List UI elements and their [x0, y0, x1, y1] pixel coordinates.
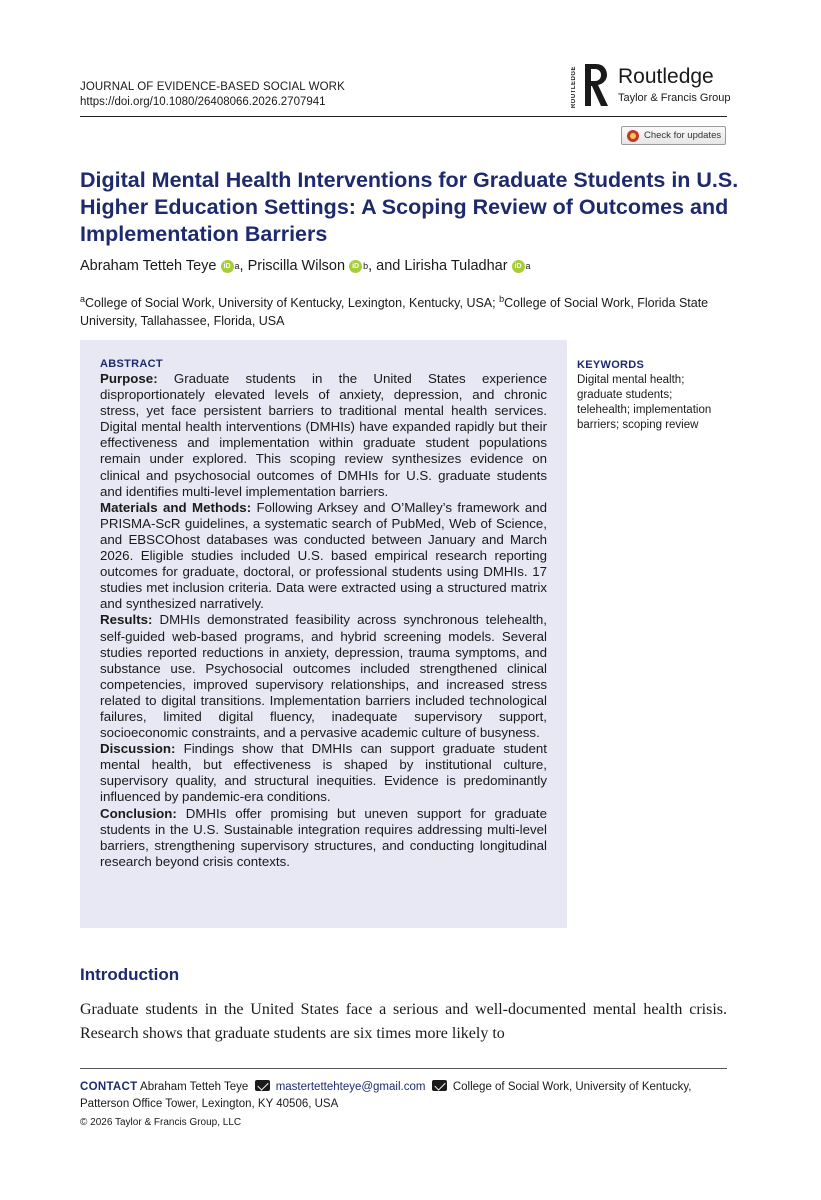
- routledge-logo-icon: [582, 62, 610, 108]
- check-for-updates-label: Check for updates: [644, 130, 722, 141]
- author-name[interactable]: Priscilla Wilson: [247, 258, 346, 274]
- abstract-box: [80, 340, 567, 928]
- abstract-purpose-label: Purpose:: [100, 371, 158, 386]
- orcid-icon[interactable]: iD: [512, 260, 525, 273]
- address-icon: [432, 1080, 447, 1091]
- author-list: [80, 258, 740, 274]
- abstract-purpose: Graduate students in the United States experience disproportionately elevated levels of anxiety, depression, and chronic stress, yet face persistent barriers to traditional mental health services. Digital mental health interventions (DMHIs) have expanded rapidly but their effectiveness and implementation within graduate student populations remain under explored. This scoping review synthesizes evidence on clinical and psychosocial outcomes of DMHIs for U.S. graduate students and identifies multi-level implementation barriers.: [100, 371, 547, 499]
- abstract-conclusion-label: Conclusion:: [100, 805, 177, 821]
- contact-email-link[interactable]: mastertettehteye@gmail.com: [275, 1081, 426, 1093]
- affiliations: [80, 290, 735, 330]
- orcid-icon[interactable]: iD: [349, 260, 362, 273]
- footer-divider: [80, 1068, 727, 1069]
- introduction-text: Graduate students in the United States face a serious and well-documented mental health crisis. Research shows that graduate students are six times more likely to: [80, 1001, 727, 1042]
- author-name[interactable]: Lirisha Tuladhar: [404, 258, 508, 274]
- affiliation-mark-b: b: [499, 294, 505, 304]
- journal-name: JOURNAL OF EVIDENCE-BASED SOCIAL WORK: [80, 81, 345, 93]
- abstract-methods: Following Arksey and O’Malley’s framework and PRISMA-ScR guidelines, a systematic search of PubMed, Web of Science, and EBSCOhost databases was conducted between January and March 2026. Eligible studies included U.S. based empirical research reporting outcomes for graduate, doctoral, or professional students using DMHIs. 17 studies met inclusion criteria. Data were extracted using a structured matrix and synthesized narratively.: [100, 499, 548, 612]
- abstract-heading: ABSTRACT: [100, 358, 163, 370]
- copyright: © 2026 Taylor & Francis Group, LLC: [80, 1117, 242, 1128]
- affiliation-mark-a: a: [80, 294, 86, 304]
- author-separator: , and: [368, 258, 405, 274]
- header-divider: [80, 116, 727, 117]
- abstract-results: DMHIs demonstrated feasibility across synchronous telehealth, self-guided web-based programs, and hybrid screening models. Several studies reported reductions in anxiety, depression, trauma symptoms, and substance use. Psychosocial outcomes included strengthened clinical competencies, improved supervisory relationships, and increased stress related to digital transitions. Implementation barriers included technological failures, limited digital fluency, inadequate supervisory support, socioeconomic constraints, and a pervasive academic culture of busyness.: [100, 612, 547, 741]
- author-affiliation-mark: a: [525, 261, 531, 271]
- doi-link[interactable]: https://doi.org/10.1080/26408066.2026.2707941: [80, 96, 326, 108]
- author-affiliation-mark: a: [234, 261, 240, 271]
- abstract-results-label: Results:: [100, 612, 153, 628]
- abstract-discussion: Findings show that DMHIs can support graduate student mental health, but effectiveness is shaped by institutional culture, supervisory quality, and structural inequities. Evidence is predominantly influenced by pandemic-era conditions.: [100, 741, 547, 805]
- author-affiliation-mark: b: [363, 261, 369, 271]
- publisher-vertical-label: ROUTLEDGE: [571, 66, 577, 109]
- email-icon: [255, 1080, 270, 1091]
- publisher-group: Taylor & Francis Group: [618, 92, 731, 104]
- contact-name: Abraham Tetteh Teye: [140, 1081, 249, 1093]
- orcid-icon[interactable]: iD: [221, 260, 234, 273]
- affiliation-a: College of Social Work, University of Kentucky, Lexington, Kentucky, USA;: [85, 296, 500, 311]
- contact-info: [80, 1079, 727, 1113]
- article-title: Digital Mental Health Interventions for Graduate Students in U.S. Higher Education Settings: A Scoping Review of Outcomes and Implementation Barriers: [80, 168, 739, 246]
- contact-label: CONTACT: [80, 1081, 138, 1093]
- keywords-heading: KEYWORDS: [577, 359, 645, 371]
- contact-address: College of Social Work, University of Kentucky, Patterson Office Tower, Lexington, KY 40506, USA: [80, 1081, 692, 1110]
- author-separator: ,: [239, 258, 248, 274]
- abstract-methods-label: Materials and Methods:: [100, 499, 252, 515]
- introduction-heading: Introduction: [80, 965, 180, 984]
- abstract-body: [100, 371, 547, 870]
- keywords-list: Digital mental health; graduate students; telehealth; implementation barriers; scoping review: [577, 374, 712, 431]
- affiliation-b: College of Social Work, Florida State University, Tallahassee, Florida, USA: [80, 296, 709, 329]
- author-name[interactable]: Abraham Tetteh Teye: [80, 258, 217, 274]
- check-updates-icon: [627, 130, 639, 142]
- check-for-updates-button[interactable]: [621, 126, 726, 145]
- abstract-discussion-label: Discussion:: [100, 741, 176, 757]
- publisher-name: Routledge: [618, 65, 714, 88]
- abstract-conclusion: DMHIs offer promising but uneven support for graduate students in the U.S. Sustainable integration requires addressing multi-level barriers, strengthening supervisory structures, and conducting longitudinal research beyond crisis contexts.: [100, 805, 547, 869]
